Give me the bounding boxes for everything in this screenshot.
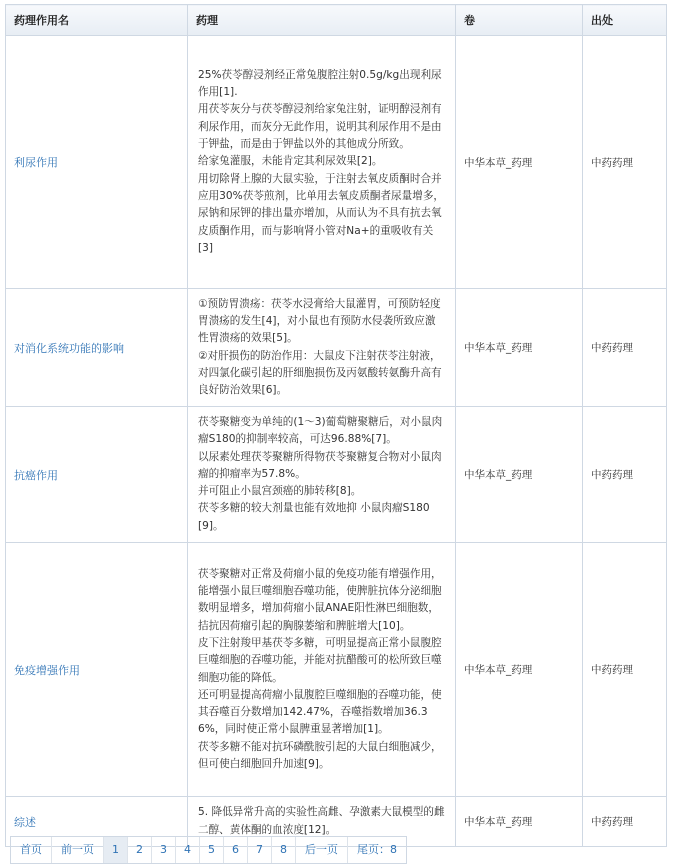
row-pharmacology-text — [188, 289, 456, 407]
pharmacology-table-container — [5, 4, 666, 847]
page-2-button[interactable]: 2 — [128, 837, 152, 863]
pharmacology-paragraph: 给家兔灌服，未能肯定其利尿效果[2]。 — [198, 155, 383, 168]
pharmacology-paragraph: 茯苓聚糖变为单纯的(1～3)葡萄糖聚糖后，对小鼠肉瘤S180的抑制率较高，可达96.88%[7]。 — [198, 415, 443, 446]
row-pharmacology-text — [188, 407, 456, 543]
table-row — [6, 543, 667, 797]
page-4-button[interactable]: 4 — [176, 837, 200, 863]
table-row — [6, 36, 667, 289]
pharmacology-table — [5, 4, 667, 847]
last-page-button[interactable]: 尾页：8 — [357, 843, 397, 856]
next-page-button[interactable]: 后一页 — [296, 837, 348, 863]
row-source: 中药药理 — [583, 407, 667, 543]
table-header-row — [6, 5, 667, 36]
page-8-button[interactable]: 8 — [272, 837, 296, 863]
pharmacology-paragraph: 以尿素处理茯苓聚糖所得物茯苓聚糖复合物对小鼠肉瘤的抑瘤率为57.8%。 — [198, 450, 442, 480]
prev-page-button[interactable]: 前一页 — [52, 837, 104, 863]
page-1-button[interactable]: 1 — [104, 837, 128, 863]
pharmacology-paragraph: 用切除肾上腺的大鼠实验，于注射去氧皮质酮时合并应用30%茯苓煎剂，比单用去氧皮质酮者尿量增多，尿钠和尿钾的排出量亦增加，从而认为不具有抗去氧皮质酮作用，而与影响肾小管对Na+的重吸收有关[3] — [198, 172, 445, 254]
row-volume: 中华本草_药理 — [456, 543, 583, 797]
pharmacology-paragraph: 5. 降低异常升高的实验性高雌、孕激素大鼠模型的雌二醇、黄体酮的血浓度[12]。 — [198, 806, 445, 836]
page-5-button[interactable]: 5 — [200, 837, 224, 863]
row-name-link[interactable]: 综述 — [6, 797, 188, 847]
header-pharmacology[interactable]: 药理 — [188, 5, 456, 36]
header-volume[interactable]: 卷 — [456, 5, 583, 36]
row-name-link[interactable]: 免疫增强作用 — [6, 543, 188, 797]
page-7-button[interactable]: 7 — [248, 837, 272, 863]
pharmacology-paragraph: ①预防胃溃疡：茯苓水浸膏给大鼠灌胃，可预防轻度胃溃疡的发生[4]，对小鼠也有预防水侵袭所致应激性胃溃疡的效果[5]。 — [198, 297, 441, 345]
header-pharmacology-name[interactable]: 药理作用名 — [6, 5, 188, 36]
row-source: 中药药理 — [583, 543, 667, 797]
row-pharmacology-text — [188, 543, 456, 797]
pharmacology-paragraph: ②对肝损伤的防治作用：大鼠皮下注射茯苓注射液，对四氯化碳引起的肝细胞损伤及丙氨酸转氨酶升高有良好防治效果[6]。 — [198, 349, 442, 397]
row-name-link[interactable]: 抗癌作用 — [6, 407, 188, 543]
table-row — [6, 289, 667, 407]
pharmacology-paragraph: 25%茯苓醇浸剂经正常兔腹腔注射0.5g/kg出现利尿作用[1]. — [198, 68, 442, 99]
pharmacology-paragraph: 皮下注射羧甲基茯苓多糖，可明显提高正常小鼠腹腔巨噬细胞的吞噬功能，并能对抗醋酸可的松所致巨噬细胞功能的降低。 — [198, 636, 442, 684]
first-page-button[interactable]: 首页 — [11, 837, 52, 863]
pharmacology-paragraph: 茯苓多糖不能对抗环磷酰胺引起的大鼠白细胞减少，但可使白细胞回升加速[9]。 — [198, 740, 442, 770]
row-name-link[interactable]: 利尿作用 — [6, 36, 188, 289]
pharmacology-paragraph: 茯苓聚糖对正常及荷瘤小鼠的免疫功能有增强作用，能增强小鼠巨噬细胞吞噬功能，使脾脏抗体分泌细胞数明显增多，增加荷瘤小鼠ANAE阳性淋巴细胞数，拮抗因荷瘤引起的胸腺萎缩和脾脏增大[10]。 — [198, 567, 442, 632]
row-source: 中药药理 — [583, 797, 667, 847]
row-source: 中药药理 — [583, 36, 667, 289]
row-name-link[interactable]: 对消化系统功能的影响 — [6, 289, 188, 407]
row-pharmacology-text — [188, 36, 456, 289]
pharmacology-paragraph: 茯苓多糖的较大剂量也能有效地抑 小鼠肉瘤S180[9]。 — [198, 502, 430, 532]
row-volume: 中华本草_药理 — [456, 36, 583, 289]
pagination — [10, 836, 407, 864]
pharmacology-paragraph: 用茯苓灰分与茯苓醇浸剂给家兔注射，证明醇浸剂有利尿作用，而灰分无此作用，说明其利尿作用不是由于钾盐，而是由于钾盐以外的其他成分所致。 — [198, 103, 442, 151]
row-volume: 中华本草_药理 — [456, 797, 583, 847]
pharmacology-paragraph: 还可明显提高荷瘤小鼠腹腔巨噬细胞的吞噬功能，使其吞噬百分数增加142.47%，吞噬指数增加36.36%，同时使正常小鼠脾重显著增加[1]。 — [198, 688, 442, 736]
header-source[interactable]: 出处 — [583, 5, 667, 36]
row-source: 中药药理 — [583, 289, 667, 407]
row-volume: 中华本草_药理 — [456, 407, 583, 543]
page-6-button[interactable]: 6 — [224, 837, 248, 863]
table-row — [6, 407, 667, 543]
pharmacology-paragraph: 并可阻止小鼠宫颈癌的肺转移[8]。 — [198, 485, 362, 498]
page-3-button[interactable]: 3 — [152, 837, 176, 863]
row-volume: 中华本草_药理 — [456, 289, 583, 407]
